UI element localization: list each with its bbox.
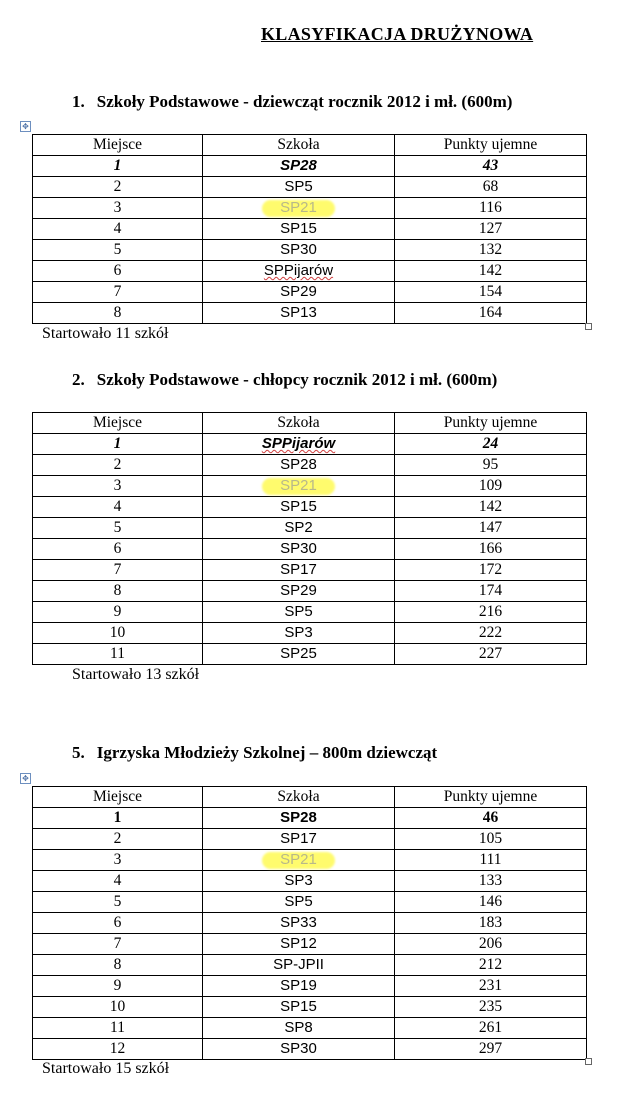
place-cell: 10 (33, 623, 203, 644)
place-cell: 9 (33, 602, 203, 623)
place-cell: 4 (33, 497, 203, 518)
points-cell: 95 (395, 455, 587, 476)
spellcheck-underline: SPPijarów (263, 262, 334, 279)
place-cell: 1 (33, 434, 203, 455)
place-cell: 4 (33, 219, 203, 240)
table-row (33, 1039, 587, 1060)
school-name: SP21 (280, 199, 317, 216)
school-name: SP12 (280, 935, 317, 952)
school-name: SP8 (284, 1019, 313, 1036)
school-name: SP30 (280, 540, 317, 557)
place-cell: 2 (33, 177, 203, 198)
school-name (262, 435, 335, 452)
school-name: SP17 (280, 830, 317, 847)
table-row (33, 497, 587, 518)
school-name: SP15 (280, 498, 317, 515)
results-table-3 (32, 786, 587, 1060)
school-cell (203, 850, 395, 871)
points-cell: 235 (395, 997, 587, 1018)
school-cell (203, 871, 395, 892)
school-cell (203, 455, 395, 476)
spellcheck-underline: SPPijarów (261, 435, 336, 452)
points-cell: 105 (395, 829, 587, 850)
table-row (33, 560, 587, 581)
table-row (33, 455, 587, 476)
place-cell: 6 (33, 261, 203, 282)
table-row (33, 850, 587, 871)
table-row (33, 955, 587, 976)
section-5-number: 5. (72, 743, 85, 762)
points-cell: 127 (395, 219, 587, 240)
points-cell: 109 (395, 476, 587, 497)
place-cell: 1 (33, 808, 203, 829)
place-cell: 5 (33, 518, 203, 539)
place-cell: 8 (33, 303, 203, 324)
place-cell: 7 (33, 282, 203, 303)
table-row (33, 892, 587, 913)
school-cell (203, 240, 395, 261)
points-cell: 68 (395, 177, 587, 198)
points-cell: 142 (395, 261, 587, 282)
school-cell (203, 934, 395, 955)
school-cell (203, 623, 395, 644)
table-move-handle-icon[interactable]: ✥ (20, 121, 31, 132)
column-header-points: Punkty ujemne (395, 135, 587, 156)
points-cell: 46 (395, 808, 587, 829)
school-cell (203, 955, 395, 976)
place-cell: 2 (33, 829, 203, 850)
school-name: SP29 (280, 582, 317, 599)
table-row (33, 581, 587, 602)
section-5-footer: Startowało 15 szkół (42, 1060, 170, 1077)
table-resize-handle[interactable] (585, 1058, 592, 1065)
points-cell: 116 (395, 198, 587, 219)
table-row (33, 602, 587, 623)
points-cell: 133 (395, 871, 587, 892)
column-header-school: Szkoła (203, 135, 395, 156)
points-cell: 297 (395, 1039, 587, 1060)
table-row (33, 219, 587, 240)
school-cell (203, 581, 395, 602)
school-cell (203, 892, 395, 913)
points-cell: 43 (395, 156, 587, 177)
place-cell: 6 (33, 913, 203, 934)
place-cell: 11 (33, 1018, 203, 1039)
points-cell: 147 (395, 518, 587, 539)
school-name: SP21 (280, 477, 317, 494)
place-cell: 11 (33, 644, 203, 665)
place-cell: 3 (33, 850, 203, 871)
school-name: SP-JPII (273, 956, 324, 973)
school-cell (203, 282, 395, 303)
points-cell: 183 (395, 913, 587, 934)
place-cell: 1 (33, 156, 203, 177)
table-row (33, 997, 587, 1018)
column-header-place: Miejsce (33, 787, 203, 808)
school-name: SP25 (280, 645, 317, 662)
school-cell (203, 177, 395, 198)
school-cell (203, 644, 395, 665)
section-1-heading (72, 92, 512, 112)
table-row (33, 913, 587, 934)
table-row (33, 476, 587, 497)
points-cell: 172 (395, 560, 587, 581)
place-cell: 7 (33, 934, 203, 955)
points-cell: 146 (395, 892, 587, 913)
school-cell (203, 602, 395, 623)
table-row (33, 539, 587, 560)
points-cell: 261 (395, 1018, 587, 1039)
results-table-1 (32, 134, 587, 324)
school-cell (203, 198, 395, 219)
table-resize-handle[interactable] (585, 323, 592, 330)
place-cell: 7 (33, 560, 203, 581)
column-header-points: Punkty ujemne (395, 413, 587, 434)
school-name: SP15 (280, 998, 317, 1015)
school-name: SP30 (280, 241, 317, 258)
place-cell: 5 (33, 892, 203, 913)
section-2-title: Szkoły Podstawowe - chłopcy rocznik 2012 i mł. (600m) (96, 370, 498, 389)
table-row (33, 644, 587, 665)
points-cell: 111 (395, 850, 587, 871)
school-name: SP28 (280, 809, 317, 826)
school-name: SP33 (280, 914, 317, 931)
section-2-footer: Startowało 13 szkół (72, 666, 200, 683)
table-row (33, 156, 587, 177)
points-cell: 206 (395, 934, 587, 955)
school-name: SP5 (284, 178, 313, 195)
section-2-number: 2. (72, 370, 85, 389)
table-row (33, 303, 587, 324)
school-name (264, 262, 333, 279)
table-row (33, 1018, 587, 1039)
column-header-school: Szkoła (203, 787, 395, 808)
section-1-footer: Startowało 11 szkół (42, 325, 169, 342)
school-name: SP17 (280, 561, 317, 578)
place-cell: 8 (33, 955, 203, 976)
table-row (33, 871, 587, 892)
table-row (33, 177, 587, 198)
school-cell (203, 497, 395, 518)
school-name: SP3 (284, 872, 313, 889)
school-cell (203, 303, 395, 324)
place-cell: 3 (33, 198, 203, 219)
table-row (33, 261, 587, 282)
points-cell: 166 (395, 539, 587, 560)
school-name: SP5 (284, 603, 313, 620)
school-cell (203, 219, 395, 240)
points-cell: 222 (395, 623, 587, 644)
table-row (33, 434, 587, 455)
school-name: SP2 (284, 519, 313, 536)
points-cell: 212 (395, 955, 587, 976)
school-name: SP15 (280, 220, 317, 237)
school-cell (203, 434, 395, 455)
place-cell: 5 (33, 240, 203, 261)
table-row (33, 198, 587, 219)
section-2-heading (72, 370, 497, 390)
table-row (33, 808, 587, 829)
place-cell: 6 (33, 539, 203, 560)
place-cell: 2 (33, 455, 203, 476)
points-cell: 24 (395, 434, 587, 455)
table-header-row (33, 135, 587, 156)
school-name: SP3 (284, 624, 313, 641)
school-cell (203, 560, 395, 581)
points-cell: 231 (395, 976, 587, 997)
school-name: SP29 (280, 283, 317, 300)
school-name: SP28 (280, 456, 317, 473)
column-header-place: Miejsce (33, 413, 203, 434)
school-name: SP30 (280, 1040, 317, 1057)
column-header-school: Szkoła (203, 413, 395, 434)
table-row (33, 518, 587, 539)
school-name: SP13 (280, 304, 317, 321)
table-row (33, 976, 587, 997)
place-cell: 12 (33, 1039, 203, 1060)
place-cell: 9 (33, 976, 203, 997)
section-5-heading (72, 743, 437, 763)
points-cell: 142 (395, 497, 587, 518)
section-1-number: 1. (72, 92, 85, 111)
school-cell (203, 261, 395, 282)
place-cell: 8 (33, 581, 203, 602)
table-row (33, 829, 587, 850)
page-title: KLASYFIKACJA DRUŻYNOWA (261, 24, 534, 44)
school-name: SP21 (280, 851, 317, 868)
school-name: SP19 (280, 977, 317, 994)
column-header-place: Miejsce (33, 135, 203, 156)
school-name: SP5 (284, 893, 313, 910)
table-move-handle-icon[interactable]: ✥ (20, 773, 31, 784)
table-row (33, 623, 587, 644)
points-cell: 132 (395, 240, 587, 261)
school-cell (203, 829, 395, 850)
school-cell (203, 476, 395, 497)
points-cell: 216 (395, 602, 587, 623)
table-header-row (33, 413, 587, 434)
school-cell (203, 156, 395, 177)
place-cell: 4 (33, 871, 203, 892)
table-row (33, 240, 587, 261)
school-cell (203, 997, 395, 1018)
school-cell (203, 1039, 395, 1060)
school-name: SP28 (280, 157, 317, 174)
school-cell (203, 518, 395, 539)
school-cell (203, 1018, 395, 1039)
place-cell: 3 (33, 476, 203, 497)
table-header-row (33, 787, 587, 808)
school-cell (203, 913, 395, 934)
points-cell: 227 (395, 644, 587, 665)
section-1-title: Szkoły Podstawowe - dziewcząt rocznik 2012 i mł. (600m) (96, 92, 513, 111)
points-cell: 174 (395, 581, 587, 602)
points-cell: 164 (395, 303, 587, 324)
school-cell (203, 808, 395, 829)
school-cell (203, 976, 395, 997)
school-cell (203, 539, 395, 560)
table-row (33, 934, 587, 955)
place-cell: 10 (33, 997, 203, 1018)
column-header-points: Punkty ujemne (395, 787, 587, 808)
section-5-title: Igrzyska Młodzieży Szkolnej – 800m dziewcząt (96, 743, 438, 762)
results-table-2 (32, 412, 587, 665)
points-cell: 154 (395, 282, 587, 303)
table-row (33, 282, 587, 303)
